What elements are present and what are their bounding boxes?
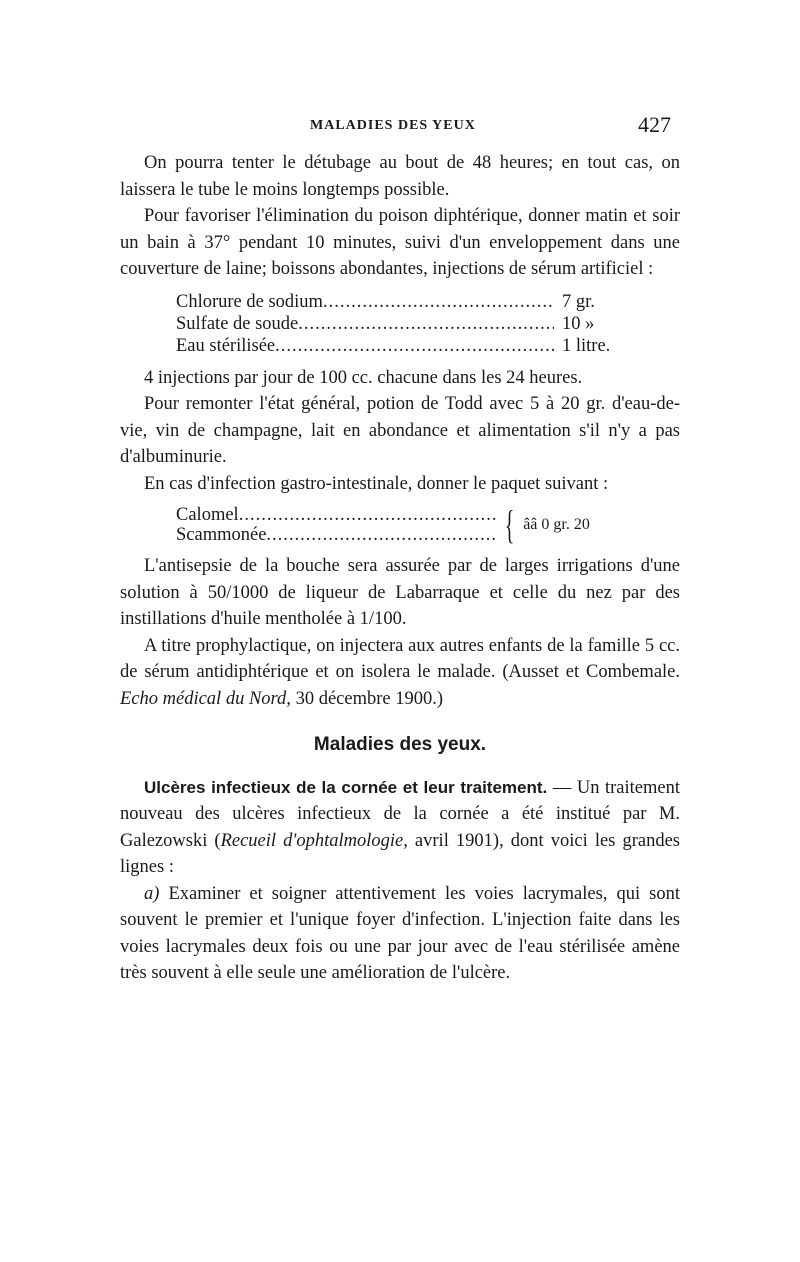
formula-row [176,313,646,335]
ingredient-qty: ââ 0 gr. 20 [523,515,590,533]
paragraph-remonter: Pour remonter l'état général, potion de Todd avec 5 à 20 gr. d'eau-de-vie, vin de champagne, lait en abondance et alimentation s'il n'y a pas d'albuminurie. [120,394,680,467]
paragraph-item-a [120,881,680,987]
citation-date: 30 décembre 1900.) [295,688,443,709]
ingredient-qty: 7 gr. [562,291,595,312]
paragraph-detubage: On pourra tenter le détubage au bout de 48 heures; en tout cas, on laissera le tube le moins longtemps possible. [120,153,680,200]
section-title: Maladies des yeux. [313,734,487,755]
formula-row [176,291,646,313]
paragraph-infection: En cas d'infection gastro-intestinale, donner le paquet suivant : [144,473,609,494]
ulceres-text-a: — Un traitement nouveau des ulcères infectieux de la cornée a été institué par M. Galezowski ( [120,777,681,851]
ingredient-name: Eau stérilisée [176,335,276,356]
citation-journal: Echo médical du Nord, [120,688,291,709]
formula-row [176,335,646,357]
formula-row [176,525,496,545]
formula-paquet [176,502,656,547]
item-a-label: a) [144,883,160,904]
paragraph-prophylaxie [120,633,680,713]
dot-leader [275,335,554,357]
ingredient-name: Chlorure de sodium [176,291,323,312]
paragraph-injections: 4 injections par jour de 100 cc. chacune dans les 24 heures. [144,367,583,388]
prophylaxie-text: A titre prophylactique, on injectera aux autres enfants de la famille 5 cc. de sérum antidiphtérique et on isolera le malade. [120,635,680,682]
ulceres-text-b: avril 1901), dont voici les grandes lignes : [120,830,680,877]
paragraph-elimination: Pour favoriser l'élimination du poison diphtérique, donner matin et soir un bain à 37° pendant 10 minutes, suivi d'un enveloppement dans une couverture de laine; boissons abondantes, injections de sérum artificiel : [120,206,680,279]
ingredient-name: Sulfate de soude [176,313,299,334]
section-lead: Ulcères infectieux de la cornée et leur traitement. [144,777,548,797]
citation-authors: (Ausset et Combemale. [502,662,681,682]
formula-row [176,505,496,525]
formula-paquet-names [176,505,496,545]
dot-leader [266,525,496,545]
item-a-text: Examiner et soigner attentivement les voies lacrymales, qui sont souvent le premier et l'unique foyer d'infection. L'injection faite dans les voies lacrymales deux fois ou une par jour avec de l'eau stérilisée amène très souvent à elle seule une amélioration de l'ulcère. [120,883,680,983]
ingredient-name: Scammonée [176,525,267,545]
ingredient-qty: 10 » [562,313,595,334]
ingredient-name: Calomel [176,505,239,525]
ulceres-journal: Recueil d'ophtalmologie, [220,830,408,851]
paragraph-antisepsie: L'antisepsie de la bouche sera assurée par de larges irrigations d'une solution à 50/1000 de liqueur de Labarraque et celle du nez par des instillations d'huile mentholée à 1/100. [120,556,680,629]
formula-serum [176,291,646,357]
running-head-title: MALADIES DES YEUX [310,118,476,133]
paragraph-ulceres [120,775,680,881]
page-number: 427 [638,112,671,137]
ingredient-qty: 1 litre. [562,335,611,356]
body-text [120,150,680,987]
dot-leader [298,313,554,335]
dot-leader [239,505,496,525]
brace: { [504,502,515,547]
running-head [0,112,800,142]
dot-leader [323,291,554,313]
